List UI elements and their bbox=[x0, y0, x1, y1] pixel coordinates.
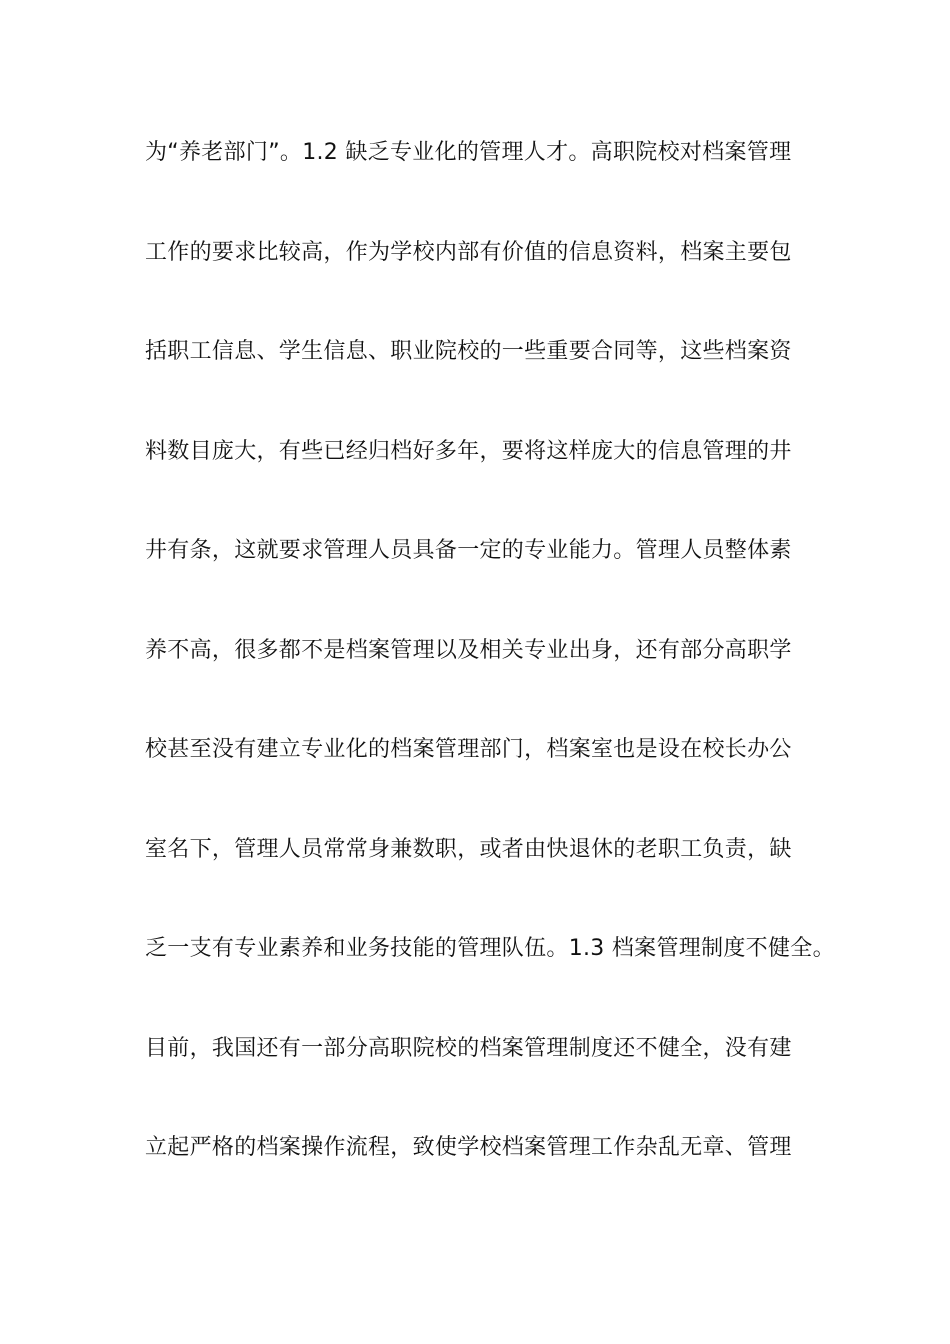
text-line: 养不高，很多都不是档案管理以及相关专业出身，还有部分高职学 bbox=[145, 637, 792, 663]
text-line: 室名下，管理人员常常身兼数职，或者由快退休的老职工负责，缺 bbox=[145, 836, 792, 862]
text-line: 校甚至没有建立专业化的档案管理部门，档案室也是设在校长办公 bbox=[145, 737, 792, 762]
text-line: 乏一支有专业素养和业务技能的管理队伍。1.3 档案管理制度不健全。 bbox=[145, 936, 835, 961]
body-text bbox=[145, 131, 835, 1226]
text-line: 料数目庞大，有些已经归档好多年，要将这样庞大的信息管理的井 bbox=[145, 438, 792, 464]
text-line: 井有条，这就要求管理人员具备一定的专业能力。管理人员整体素 bbox=[145, 538, 792, 563]
text-line: 括职工信息、学生信息、职业院校的一些重要合同等，这些档案资 bbox=[145, 339, 792, 364]
text-line: 立起严格的档案操作流程，致使学校档案管理工作杂乱无章、管理 bbox=[145, 1135, 792, 1160]
text-line: 工作的要求比较高，作为学校内部有价值的信息资料，档案主要包 bbox=[145, 239, 792, 265]
text-line: 为“养老部门”。1.2 缺乏专业化的管理人才。高职院校对档案管理 bbox=[145, 140, 792, 165]
text-line: 目前，我国还有一部分高职院校的档案管理制度还不健全，没有建 bbox=[145, 1035, 792, 1061]
